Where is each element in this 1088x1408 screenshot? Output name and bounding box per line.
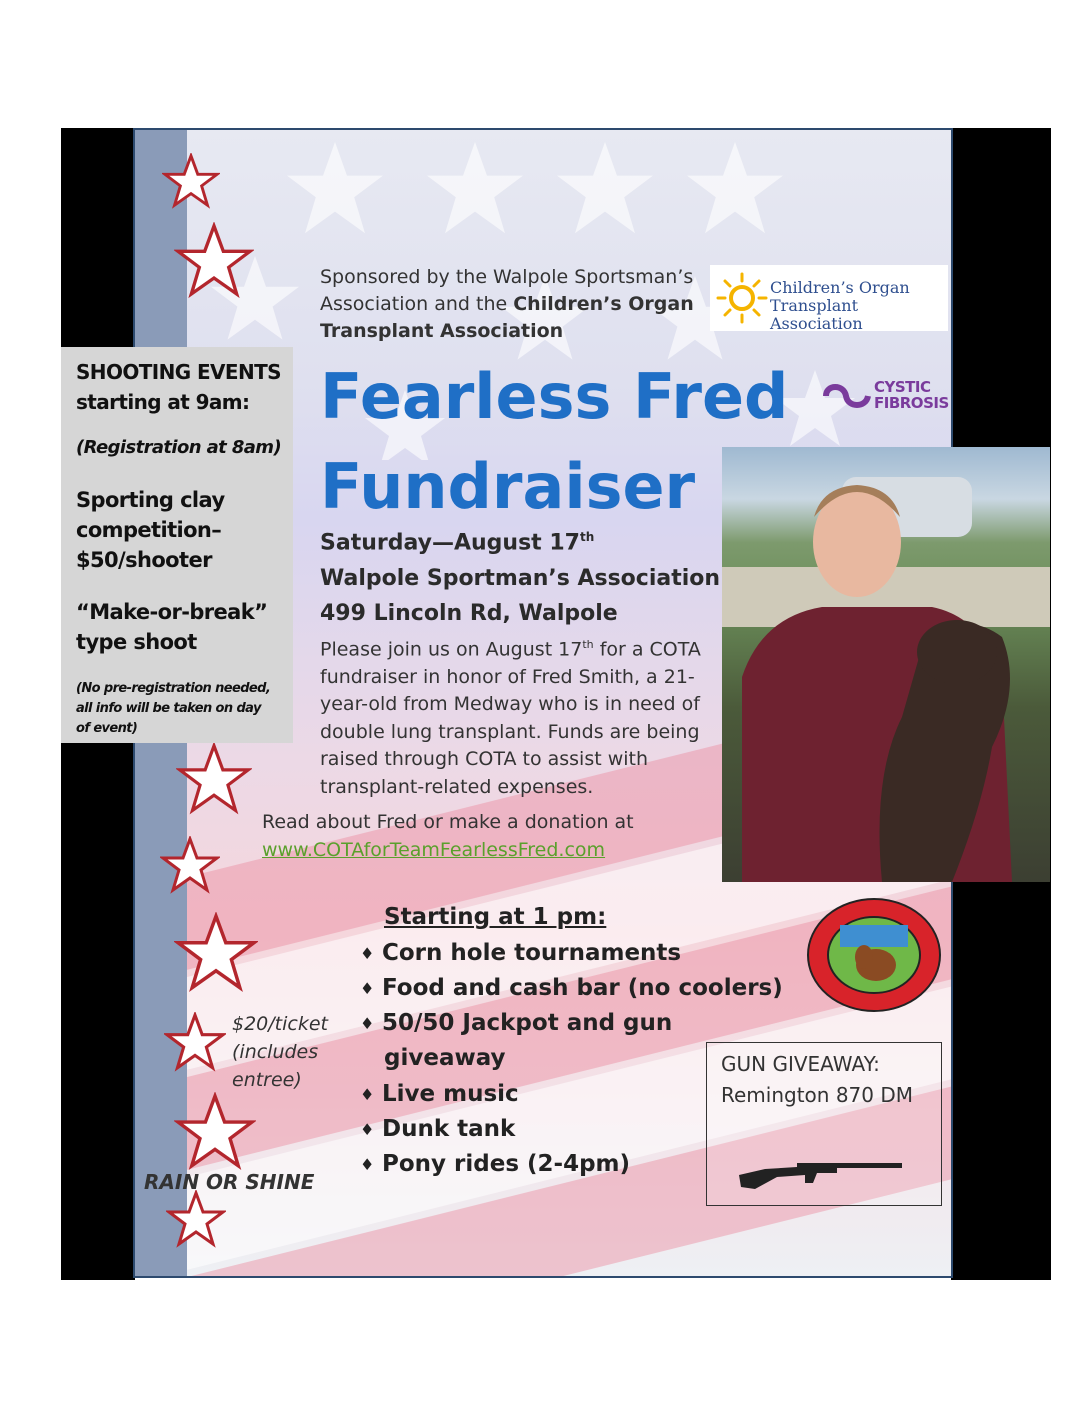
fred-photo [722,447,1050,882]
cystic-fibrosis-logo: CYSTIC FIBROSIS [822,378,872,416]
page-title: Fearless Fred Fundraiser [320,360,789,523]
venue-name: Walpole Sportman’s Association [320,566,721,591]
ribbon-icon [822,378,872,412]
cota-logo: Children’s Organ Transplant Association [710,265,948,331]
list-item: ♦ Pony rides (2-4pm) [360,1151,631,1177]
shotgun-icon [737,1155,907,1195]
star-icon [174,912,258,996]
star-icon [166,1190,226,1250]
ticket-price: $20/ticket (includes entree) [232,1013,328,1091]
star-icon [164,1012,226,1074]
photo-illustration [722,447,1050,882]
star-icon [160,836,220,896]
list-item-continued: giveaway [384,1045,506,1071]
walpole-sportsmans-seal [804,895,944,1015]
gun-model: Remington 870 DM [721,1083,914,1107]
star-icon [176,742,252,818]
list-item: ♦ Live music [360,1081,519,1107]
star-icon [162,153,220,211]
list-item: ♦ Food and cash bar (no coolers) [360,975,783,1001]
sun-icon [714,270,770,326]
sponsor-text: Sponsored by the Walpole Sportsman’s Association and the Children’s Organ Transplant Association [320,266,694,342]
afternoon-heading: Starting at 1 pm: [384,904,607,930]
rain-or-shine: RAIN OR SHINE [144,1170,315,1194]
list-item: ♦ Dunk tank [360,1116,516,1142]
list-item: ♦ 50/50 Jackpot and gun [360,1010,673,1036]
gun-giveaway-heading: GUN GIVEAWAY: [721,1052,880,1076]
gun-giveaway-box [706,1042,942,1206]
donation-text: Read about Fred or make a donation at www.COTAforTeamFearlessFred.com [262,811,634,861]
event-description: Please join us on August 17th for a COTA fundraiser in honor of Fred Smith, a 21- year-old from Medway who is in need of double lung transplant. Funds are being raised through COTA to assist with transplant-related expenses. [320,638,701,798]
donation-link[interactable]: www.COTAforTeamFearlessFred.com [262,839,606,861]
star-icon [174,222,254,302]
event-date: Saturday—August 17th [320,530,595,556]
star-icon [174,1092,256,1174]
shooting-events-box: SHOOTING EVENTS starting at 9am: (Registration at 8am) Sporting clay competition– $50/shooter “Make-or-break” type shoot (No pre-registration needed, all info will be taken on day of event) [61,347,293,743]
list-item: ♦ Corn hole tournaments [360,940,682,966]
venue-address: 499 Lincoln Rd, Walpole [320,601,618,626]
